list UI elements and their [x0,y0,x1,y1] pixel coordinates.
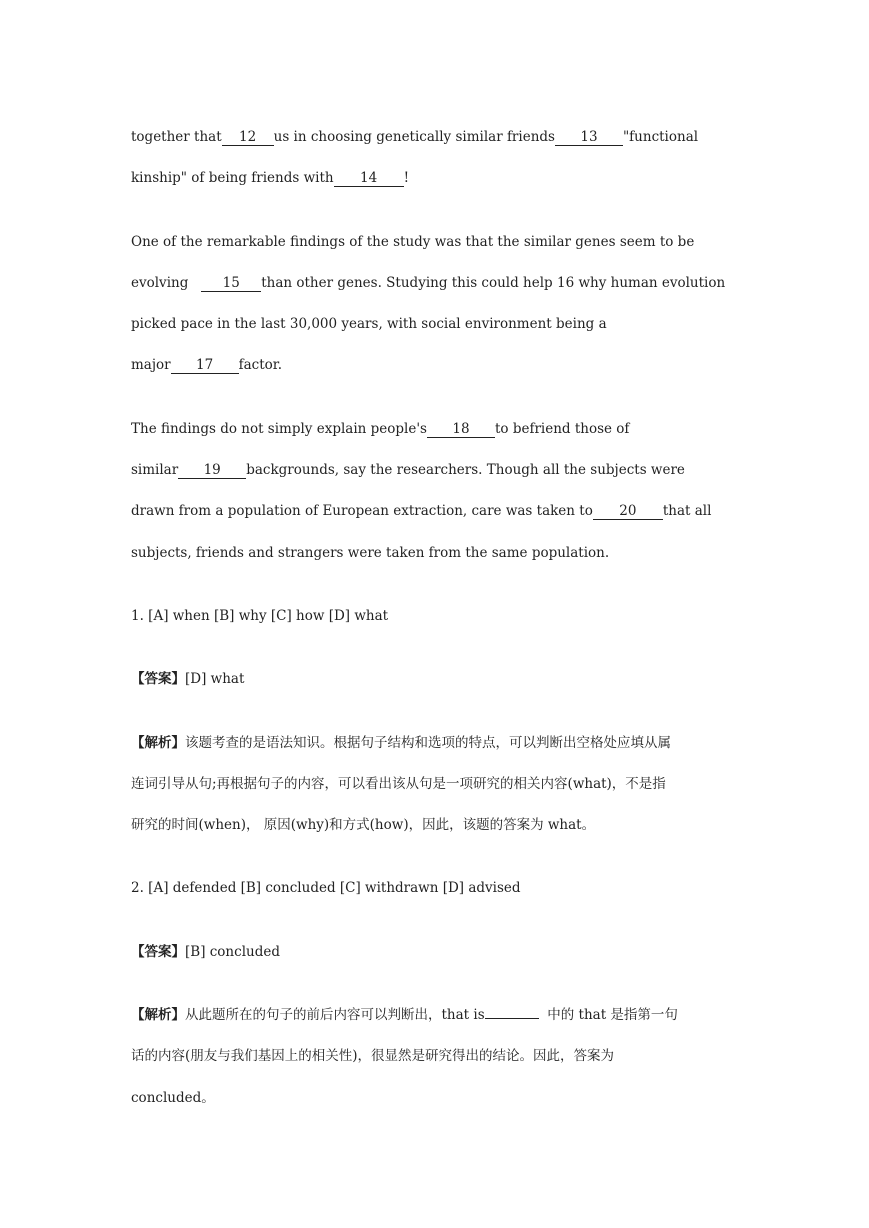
text-segment: than other genes. Studying this could help 16 why human evolution [261,274,726,291]
question-1 [131,597,737,847]
analysis-line: concluded。 [131,1089,215,1106]
text-line [131,159,737,200]
empty-blank [485,1018,539,1019]
analysis-line [131,996,737,1037]
text-segment: that all [662,503,712,520]
question-2 [131,869,737,1119]
text-segment: factor. [238,357,283,374]
question-options: 1. [A] when [B] why [C] how [D] what [131,607,389,624]
blank-12: 12 [222,130,274,146]
question-options: 2. [A] defended [B] concluded [C] withdrawn [D] advised [131,880,521,897]
text-segment: kinship" of being friends with [131,170,334,187]
text-segment: backgrounds, say the researchers. Though all the subjects were [246,462,685,479]
analysis-text: 从此题所在的句子的前后内容可以判断出，that is [185,1007,485,1024]
blank-15: 15 [201,276,261,292]
blank-17: 17 [171,358,239,374]
answer-line [131,660,737,701]
text-segment: together that [131,129,222,145]
text-segment: evolving [131,274,189,291]
text-line [131,492,737,533]
text-segment: ! [403,170,410,187]
analysis-line: 连词引导从句;再根据句子的内容，可以看出该从句是一项研究的相关内容(what)，不是指 [131,775,666,792]
text-line [131,410,737,451]
text-segment: us in choosing genetically similar friends [273,129,555,145]
answer-line [131,933,737,974]
text-segment: drawn from a population of European extraction, care was taken to [131,503,593,520]
text-line [131,451,737,492]
text-segment: The findings do not simply explain people's [131,420,427,437]
analysis-label: 【解析】 [131,1007,185,1024]
answer-label: 【答案】 [131,943,185,960]
analysis-line [131,724,737,765]
analysis-text: 该题考查的是语法知识。根据句子结构和选项的特点，可以判断出空格处应填从属 [185,734,671,751]
document-page [131,118,737,1120]
blank-20: 20 [593,504,663,520]
text-line: subjects, friends and strangers were taken from the same population. [131,544,610,561]
blank-13: 13 [555,130,623,146]
text-segment: similar [131,462,179,479]
text-line [131,264,737,305]
analysis-text: 中的 that 是指第一句 [547,1007,678,1024]
text-line [131,118,737,159]
answer-label: 【答案】 [131,671,185,688]
analysis-line: 研究的时间(when)， 原因(why)和方式(how)，因此，该题的答案为 what。 [131,817,596,834]
text-line [131,346,737,387]
analysis-label: 【解析】 [131,734,185,751]
text-segment: to befriend those of [494,420,630,437]
text-line: One of the remarkable findings of the study was that the similar genes seem to be [131,233,695,250]
text-line: picked pace in the last 30,000 years, with social environment being a [131,316,607,333]
passage-paragraph-2 [131,223,737,388]
blank-19: 19 [178,463,246,479]
answer-value: [B] concluded [185,943,280,960]
blank-18: 18 [427,422,495,438]
text-segment: "functional [622,129,699,145]
text-segment: major [131,357,171,374]
answer-value: [D] what [185,671,245,688]
passage-paragraph-3 [131,410,737,575]
blank-14: 14 [334,171,404,187]
passage-paragraph-1 [131,118,737,201]
analysis-line: 话的内容(朋友与我们基因上的相关性)，很显然是研究得出的结论。因此，答案为 [131,1048,615,1065]
